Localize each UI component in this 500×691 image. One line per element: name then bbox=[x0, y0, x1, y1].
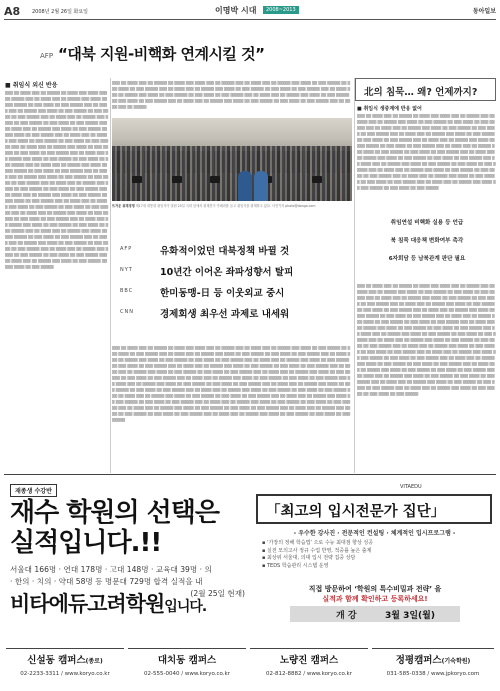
ad-call-to-action bbox=[262, 584, 488, 604]
ad-opening-date-box bbox=[290, 606, 460, 622]
wire-headline: 10년간 이어온 좌파성향서 탈피 bbox=[160, 267, 294, 278]
masthead-rule bbox=[4, 19, 496, 20]
campus-phone: 02-812-8882 / www.koryo.co.kr bbox=[266, 671, 352, 677]
page-number: A8 bbox=[4, 5, 21, 18]
advertisement bbox=[0, 478, 500, 691]
ad-divider bbox=[4, 474, 496, 475]
vitaedu-logo: VITAEDU bbox=[400, 484, 422, 490]
ad-opening-date: 3월 3일(월) bbox=[385, 611, 435, 621]
campus-info bbox=[128, 648, 246, 688]
wire-agency: BBC bbox=[120, 288, 134, 294]
campus-phone: 031-585-0338 / www.jpkoryo.com bbox=[386, 671, 480, 677]
campus-phone: 02-2233-3311 / www.koryo.co.kr bbox=[20, 671, 110, 677]
news-photo bbox=[112, 118, 352, 201]
campus-info bbox=[6, 648, 124, 688]
side-article-subheads bbox=[358, 218, 496, 278]
ad-results-date: (2월 25일 현재) bbox=[190, 589, 245, 598]
headline-source: AFP bbox=[40, 52, 54, 60]
wire-agency: AFP bbox=[120, 246, 133, 252]
wire-row bbox=[112, 240, 352, 260]
ad-brand-name: 비타에듀고려학원 bbox=[10, 592, 165, 616]
main-headline: “대북 지원-비핵화 연계시킬 것” bbox=[58, 45, 265, 63]
masthead bbox=[0, 0, 500, 22]
article-column-2-top: ▒▒▒ ▒▒ ▒▒▒▒ ▒▒▒ ▒▒ ▒▒▒▒▒ ▒▒ ▒▒▒▒ ▒▒▒ ▒▒▒▒ ▒▒▒ ▒▒ ▒▒▒▒▒ ▒▒▒ ▒▒ ▒▒▒▒ ▒▒▒ ▒▒ ▒▒▒▒▒ ▒▒▒ ▒▒▒▒ ▒▒ ▒▒▒ ▒▒▒▒▒ ▒▒ ▒▒▒ ▒▒▒▒ ▒▒ ▒▒▒ ▒▒▒▒▒ ▒▒▒ ▒▒ ▒▒▒▒ ▒▒▒ ▒▒ ▒▒▒▒▒ ▒▒▒ ▒▒▒▒ ▒▒ ▒▒▒ ▒▒▒▒▒ ▒▒ ▒▒▒ ▒▒▒▒ ▒▒ ▒▒▒ ▒▒▒▒▒ ▒▒▒ ▒▒ ▒▒▒▒ ▒▒▒ ▒▒ ▒▒▒▒▒ ▒▒▒ ▒▒▒▒ ▒▒ ▒▒▒ ▒▒▒▒▒ ▒▒ ▒▒▒ ▒▒▒▒ ▒▒ ▒▒▒ ▒▒▒▒▒ ▒▒▒ ▒▒ ▒▒▒▒ ▒▒▒ ▒▒ ▒▒▒▒▒ ▒▒▒ ▒▒▒▒ ▒▒ ▒▒▒ ▒▒▒▒▒ ▒▒ ▒▒▒ ▒▒▒▒ ▒▒ ▒▒▒ ▒▒▒▒▒ ▒▒▒ ▒▒ ▒▒▒▒ ▒▒▒ ▒▒ ▒▒▒▒▒ ▒▒▒ ▒▒▒▒ ▒▒ ▒▒▒ ▒▒▒▒▒ ▒▒ ▒▒▒ ▒▒▒▒ ▒▒ ▒▒▒ ▒▒▒▒▒ ▒▒▒ ▒▒ ▒▒▒▒ ▒▒▒ ▒▒ ▒▒▒▒▒ bbox=[112, 81, 351, 109]
ad-bullet: ▪ TEDS 학습관리 시스템 운영 bbox=[262, 562, 329, 569]
campus-name: 정평캠퍼스(기숙학원) bbox=[395, 655, 471, 666]
article-column-2-bottom: ▒▒▒ ▒▒ ▒▒▒▒ ▒▒▒ ▒▒ ▒▒▒▒▒ ▒▒ ▒▒▒▒ ▒▒▒ ▒▒▒▒ ▒▒▒ ▒▒ ▒▒▒▒▒ ▒▒▒ ▒▒ ▒▒▒▒ ▒▒▒ ▒▒ ▒▒▒▒▒ ▒▒▒ ▒▒▒▒ ▒▒ ▒▒▒ ▒▒▒▒▒ ▒▒ ▒▒▒ ▒▒▒▒ ▒▒ ▒▒▒ ▒▒▒▒▒ ▒▒▒ ▒▒ ▒▒▒▒ ▒▒▒ ▒▒ ▒▒▒▒▒ ▒▒▒ ▒▒▒▒ ▒▒ ▒▒▒ ▒▒▒▒▒ ▒▒ ▒▒▒ ▒▒▒▒ ▒▒ ▒▒▒ ▒▒▒▒▒ ▒▒▒ ▒▒ ▒▒▒▒ ▒▒▒ ▒▒ ▒▒▒▒▒ ▒▒▒ ▒▒▒▒ ▒▒ ▒▒▒ ▒▒▒▒▒ ▒▒ ▒▒▒ ▒▒▒▒ ▒▒ ▒▒▒ ▒▒▒▒▒ ▒▒▒ ▒▒ ▒▒▒▒ ▒▒▒ ▒▒ ▒▒▒▒▒ ▒▒▒ ▒▒▒▒ ▒▒ ▒▒▒ ▒▒▒▒▒ ▒▒ ▒▒▒ ▒▒▒▒ ▒▒ ▒▒▒ ▒▒▒▒▒ ▒▒▒ ▒▒ ▒▒▒▒ ▒▒▒ ▒▒ ▒▒▒▒▒ ▒▒▒ ▒▒▒▒ ▒▒ ▒▒▒ ▒▒▒▒▒ ▒▒ ▒▒▒ ▒▒▒▒ ▒▒ ▒▒▒ ▒▒▒▒▒ ▒▒▒ ▒▒ ▒▒▒▒ ▒▒▒ ▒▒ ▒▒▒▒▒ ▒▒▒ ▒▒▒▒ ▒▒ ▒▒▒ ▒▒▒▒▒ ▒▒ ▒▒▒ ▒▒▒▒ ▒▒ ▒▒▒ ▒▒▒▒▒ ▒▒▒ ▒▒ ▒▒▒▒ ▒▒▒ ▒▒ ▒▒▒▒▒ ▒▒▒ ▒▒▒▒ ▒▒ ▒▒▒ ▒▒▒▒▒ ▒▒ ▒▒▒ ▒▒▒▒ ▒▒ ▒▒▒ ▒▒▒▒▒ ▒▒▒ ▒▒ ▒▒▒▒ ▒▒▒ ▒▒ ▒▒▒▒▒ ▒▒▒ ▒▒▒▒ ▒▒ ▒▒▒ ▒▒▒▒▒ ▒▒ ▒▒▒ ▒▒▒▒ ▒▒ ▒▒▒ ▒▒▒▒▒ ▒▒▒ ▒▒ ▒▒▒▒ ▒▒▒ ▒▒ ▒▒▒▒▒ ▒▒▒ ▒▒▒▒ ▒▒ ▒▒▒ ▒▒▒▒▒ ▒▒ ▒▒▒ ▒▒▒▒ ▒▒ ▒▒▒ ▒▒▒▒▒ ▒▒▒ ▒▒ ▒▒▒▒ ▒▒▒ ▒▒ ▒▒▒▒▒ ▒▒▒ ▒▒▒▒ ▒▒ ▒▒▒ ▒▒▒▒▒ ▒▒ ▒▒▒ ▒▒▒▒ ▒▒ ▒▒▒ ▒▒▒▒▒ ▒▒▒ ▒▒ ▒▒▒▒ ▒▒▒ ▒▒ ▒▒▒▒▒ ▒▒▒ ▒▒▒▒ ▒▒ ▒▒▒ ▒▒▒▒▒ ▒▒ ▒▒▒ ▒▒▒▒ ▒▒ ▒▒▒ ▒▒▒▒▒ ▒▒▒ ▒▒ ▒▒▒▒ ▒▒▒ ▒▒ ▒▒▒▒▒ ▒▒▒ ▒▒▒▒ ▒▒ ▒▒▒ ▒▒▒▒▒ ▒▒ ▒▒▒ ▒▒▒▒ ▒▒ ▒▒▒ ▒▒▒▒▒ ▒▒▒ ▒▒ ▒▒▒▒ ▒▒▒ ▒▒ ▒▒▒▒▒ ▒▒▒ ▒▒▒▒ ▒▒ ▒▒▒ ▒▒▒▒▒ ▒▒ ▒▒▒ ▒▒▒▒ ▒▒ ▒▒▒ ▒▒▒▒▒ ▒▒▒ ▒▒ ▒▒▒▒ ▒▒▒ ▒▒ ▒▒▒▒▒ ▒▒▒ ▒▒▒▒ ▒▒ ▒▒▒ ▒▒▒▒▒ ▒▒ ▒▒▒ ▒▒▒▒ ▒▒ ▒▒▒ ▒▒▒▒▒ ▒▒▒ ▒▒ ▒▒▒▒ ▒▒▒ ▒▒ ▒▒▒▒▒ ▒▒▒ ▒▒▒▒ ▒▒ ▒▒▒ ▒▒▒▒▒ ▒▒ ▒▒▒ ▒▒▒▒ ▒▒ ▒▒▒ ▒▒▒▒▒ ▒▒▒ ▒▒ ▒▒▒▒ ▒▒▒ ▒▒ ▒▒▒▒▒ ▒▒▒ ▒▒▒▒ ▒▒ ▒▒▒ ▒▒▒▒▒ ▒▒ ▒▒▒ ▒▒▒▒ ▒▒ ▒▒▒ ▒▒▒▒▒ ▒▒▒ ▒▒ ▒▒▒▒ ▒▒▒ ▒▒ ▒▒▒▒▒ ▒▒▒ ▒▒▒▒ ▒▒ ▒▒▒ ▒▒▒▒▒ ▒▒ ▒▒▒ ▒▒▒▒ ▒▒ ▒▒▒ ▒▒▒▒▒ bbox=[112, 346, 351, 422]
caption-text: 제17대 대통령 취임식이 열린 25일 국회 앞에서 취재진이 카메라를 들고 취임식을 취재하고 있다. bbox=[135, 204, 271, 208]
wire-row bbox=[112, 261, 352, 281]
campus-name: 대치동 캠퍼스 bbox=[157, 655, 217, 666]
campus-info bbox=[372, 648, 494, 688]
wire-headline: 경제회생 최우선 과제로 내세워 bbox=[160, 309, 290, 320]
side-subhead: 취임연설 비핵화 실용 등 언급 bbox=[390, 220, 464, 226]
ad-opening-label: 개 강 bbox=[336, 611, 357, 621]
article-section-label: ■ 취임식 외신 반응 bbox=[5, 82, 58, 89]
wire-row bbox=[112, 282, 352, 302]
ad-bullet: ▪ ‘가장의 정해 학습법’ 으로 수능 최대점 향상 성공 bbox=[262, 540, 374, 546]
wire-row bbox=[112, 303, 352, 323]
column-divider bbox=[110, 78, 111, 473]
wire-headline: 유화적이었던 대북정책 바뀔 것 bbox=[160, 246, 290, 257]
section-title: 이명박 시대 bbox=[215, 6, 257, 15]
photo-caption bbox=[112, 204, 352, 208]
side-subhead: 북 침묵 대응책 변화여부 촉각 bbox=[390, 238, 464, 244]
campus-name: 노량진 캠퍼스 bbox=[279, 655, 339, 666]
wire-agency: CNN bbox=[120, 309, 134, 315]
ad-brand bbox=[10, 588, 206, 618]
issue-date: 2008년 2월 26일 화요일 bbox=[32, 9, 89, 15]
ad-results-line: 서울대 166명 · 연대 178명 · 고대 148명 · 교육대 39명 · 의 bbox=[10, 565, 212, 574]
wire-summary-box bbox=[112, 240, 352, 343]
ad-bullet: ▪ 최상위 서울대, 의대 입시 전략 집중 상담 bbox=[262, 555, 356, 561]
side-subhead: 6자회담 등 남북관계 판단 필요 bbox=[388, 256, 466, 262]
ad-course-tag: 재종생 수강반 bbox=[10, 484, 57, 497]
wire-agency: NYT bbox=[120, 267, 133, 273]
ad-bullet-list bbox=[262, 540, 373, 570]
ad-right-title-box bbox=[256, 494, 492, 524]
side-article-column-top: ▒▒▒ ▒▒ ▒▒▒▒ ▒▒▒ ▒▒ ▒▒▒▒▒ ▒▒ ▒▒▒▒ ▒▒▒ ▒▒▒▒ ▒▒▒ ▒▒ ▒▒▒▒▒ ▒▒▒ ▒▒ ▒▒▒▒ ▒▒▒ ▒▒ ▒▒▒▒▒ ▒▒▒ ▒▒▒▒ ▒▒ ▒▒▒ ▒▒▒▒▒ ▒▒ ▒▒▒ ▒▒▒▒ ▒▒ ▒▒▒ ▒▒▒▒▒ ▒▒▒ ▒▒ ▒▒▒▒ ▒▒▒ ▒▒ ▒▒▒▒▒ ▒▒▒ ▒▒▒▒ ▒▒ ▒▒▒ ▒▒▒▒▒ ▒▒ ▒▒▒ ▒▒▒▒ ▒▒ ▒▒▒ ▒▒▒▒▒ ▒▒▒ ▒▒ ▒▒▒▒ ▒▒▒ ▒▒ ▒▒▒▒▒ ▒▒▒ ▒▒▒▒ ▒▒ ▒▒▒ ▒▒▒▒▒ ▒▒ ▒▒▒ ▒▒▒▒ ▒▒ ▒▒▒ ▒▒▒▒▒ ▒▒▒ ▒▒ ▒▒▒▒ ▒▒▒ ▒▒ ▒▒▒▒▒ ▒▒▒ ▒▒▒▒ ▒▒ ▒▒▒ ▒▒▒▒▒ ▒▒ ▒▒▒ ▒▒▒▒ ▒▒ ▒▒▒ ▒▒▒▒▒ ▒▒▒ ▒▒ ▒▒▒▒ ▒▒▒ ▒▒ ▒▒▒▒▒ ▒▒▒ ▒▒▒▒ ▒▒ ▒▒▒ ▒▒▒▒▒ ▒▒ ▒▒▒ ▒▒▒▒ ▒▒ ▒▒▒ ▒▒▒▒▒ ▒▒▒ ▒▒ ▒▒▒▒ ▒▒▒ ▒▒ ▒▒▒▒▒ ▒▒▒ ▒▒▒▒ ▒▒ ▒▒▒ ▒▒▒▒▒ ▒▒ ▒▒▒ ▒▒▒▒ ▒▒ ▒▒▒ ▒▒▒▒▒ ▒▒▒ ▒▒ ▒▒▒▒ ▒▒▒ ▒▒ ▒▒▒▒▒ ▒▒▒ ▒▒▒▒ ▒▒ ▒▒▒ ▒▒▒▒▒ ▒▒ ▒▒▒ ▒▒▒▒ ▒▒ ▒▒▒ ▒▒▒▒▒ ▒▒▒ ▒▒ ▒▒▒▒ ▒▒▒ ▒▒ ▒▒▒▒▒ ▒▒▒ ▒▒▒▒ ▒▒ ▒▒▒ ▒▒▒▒▒ ▒▒ ▒▒▒ ▒▒▒▒ ▒▒ ▒▒▒ ▒▒▒▒▒ ▒▒▒ ▒▒ ▒▒▒▒ ▒▒▒ ▒▒ ▒▒▒▒▒ ▒▒▒ ▒▒▒▒ ▒▒ ▒▒▒ ▒▒▒▒▒ ▒▒ ▒▒▒ ▒▒▒▒ ▒▒ ▒▒▒ ▒▒▒▒▒ ▒▒▒ ▒▒ ▒▒▒▒ ▒▒▒ ▒▒ ▒▒▒▒▒ ▒▒▒ ▒▒▒▒ ▒▒ ▒▒▒ ▒▒▒▒▒ ▒▒ ▒▒▒ ▒▒▒▒ ▒▒ ▒▒▒ ▒▒▒▒▒ bbox=[357, 114, 496, 190]
ad-cta-line: 직접 방문하여 ‘학원의 특수비밀과 전략’ 을 bbox=[308, 585, 442, 593]
caption-label: 뜨거운 취재경쟁 bbox=[112, 204, 135, 208]
photo-credit: 사진기자 photo@donga.com bbox=[271, 204, 316, 208]
publisher-name: 동아일보 bbox=[472, 8, 496, 15]
side-article-title-box bbox=[355, 78, 496, 101]
ad-bullet: ▪ 실전 모의고사 정규 수업 반영, 적중률 높은 출제 bbox=[262, 547, 372, 554]
article-column-1: ▒▒▒ ▒▒ ▒▒▒▒ ▒▒▒ ▒▒ ▒▒▒▒▒ ▒▒ ▒▒▒▒ ▒▒▒ ▒▒▒▒ ▒▒▒ ▒▒ ▒▒▒▒▒ ▒▒▒ ▒▒ ▒▒▒▒ ▒▒▒ ▒▒ ▒▒▒▒▒ ▒▒▒ ▒▒▒▒ ▒▒ ▒▒▒ ▒▒▒▒▒ ▒▒ ▒▒▒ ▒▒▒▒ ▒▒ ▒▒▒ ▒▒▒▒▒ ▒▒▒ ▒▒ ▒▒▒▒ ▒▒▒ ▒▒ ▒▒▒▒▒ ▒▒▒ ▒▒▒▒ ▒▒ ▒▒▒ ▒▒▒▒▒ ▒▒ ▒▒▒ ▒▒▒▒ ▒▒ ▒▒▒ ▒▒▒▒▒ ▒▒▒ ▒▒ ▒▒▒▒ ▒▒▒ ▒▒ ▒▒▒▒▒ ▒▒▒ ▒▒▒▒ ▒▒ ▒▒▒ ▒▒▒▒▒ ▒▒ ▒▒▒ ▒▒▒▒ ▒▒ ▒▒▒ ▒▒▒▒▒ ▒▒▒ ▒▒ ▒▒▒▒ ▒▒▒ ▒▒ ▒▒▒▒▒ ▒▒▒ ▒▒▒▒ ▒▒ ▒▒▒ ▒▒▒▒▒ ▒▒ ▒▒▒ ▒▒▒▒ ▒▒ ▒▒▒ ▒▒▒▒▒ ▒▒▒ ▒▒ ▒▒▒▒ ▒▒▒ ▒▒ ▒▒▒▒▒ ▒▒▒ ▒▒▒▒ ▒▒ ▒▒▒ ▒▒▒▒▒ ▒▒ ▒▒▒ ▒▒▒▒ ▒▒ ▒▒▒ ▒▒▒▒▒ ▒▒▒ ▒▒ ▒▒▒▒ ▒▒▒ ▒▒ ▒▒▒▒▒ ▒▒▒ ▒▒▒▒ ▒▒ ▒▒▒ ▒▒▒▒▒ ▒▒ ▒▒▒ ▒▒▒▒ ▒▒ ▒▒▒ ▒▒▒▒▒ ▒▒▒ ▒▒ ▒▒▒▒ ▒▒▒ ▒▒ ▒▒▒▒▒ ▒▒▒ ▒▒▒▒ ▒▒ ▒▒▒ ▒▒▒▒▒ ▒▒ ▒▒▒ ▒▒▒▒ ▒▒ ▒▒▒ ▒▒▒▒▒ ▒▒▒ ▒▒ ▒▒▒▒ ▒▒▒ ▒▒ ▒▒▒▒▒ ▒▒▒ ▒▒▒▒ ▒▒ ▒▒▒ ▒▒▒▒▒ ▒▒ ▒▒▒ ▒▒▒▒ ▒▒ ▒▒▒ ▒▒▒▒▒ ▒▒▒ ▒▒ ▒▒▒▒ ▒▒▒ ▒▒ ▒▒▒▒▒ ▒▒▒ ▒▒▒▒ ▒▒ ▒▒▒ ▒▒▒▒▒ ▒▒ ▒▒▒ ▒▒▒▒ ▒▒ ▒▒▒ ▒▒▒▒▒ ▒▒▒ ▒▒ ▒▒▒▒ ▒▒▒ ▒▒ ▒▒▒▒▒ ▒▒▒ ▒▒▒▒ ▒▒ ▒▒▒ ▒▒▒▒▒ ▒▒ ▒▒▒ ▒▒▒▒ ▒▒ ▒▒▒ ▒▒▒▒▒ ▒▒▒ ▒▒ ▒▒▒▒ ▒▒▒ ▒▒ ▒▒▒▒▒ ▒▒▒ ▒▒▒▒ ▒▒ ▒▒▒ ▒▒▒▒▒ ▒▒ ▒▒▒ ▒▒▒▒ ▒▒ ▒▒▒ ▒▒▒▒▒ ▒▒▒ ▒▒ ▒▒▒▒ ▒▒▒ ▒▒ ▒▒▒▒▒ ▒▒▒ ▒▒▒▒ ▒▒ ▒▒▒ ▒▒▒▒▒ ▒▒ ▒▒▒ ▒▒▒▒ ▒▒ ▒▒▒ ▒▒▒▒▒ ▒▒▒ ▒▒ ▒▒▒▒ ▒▒▒ ▒▒ ▒▒▒▒▒ ▒▒▒ ▒▒▒▒ ▒▒ ▒▒▒ ▒▒▒▒▒ ▒▒ ▒▒▒ ▒▒▒▒ ▒▒ ▒▒▒ ▒▒▒▒▒ ▒▒▒ ▒▒ ▒▒▒▒ ▒▒▒ ▒▒ ▒▒▒▒▒ ▒▒▒ ▒▒▒▒ ▒▒ ▒▒▒ ▒▒▒▒▒ ▒▒ ▒▒▒ ▒▒▒▒ ▒▒ ▒▒▒ ▒▒▒▒▒ ▒▒▒ ▒▒ ▒▒▒▒ ▒▒▒ ▒▒ ▒▒▒▒▒ ▒▒▒ ▒▒▒▒ ▒▒ ▒▒▒ ▒▒▒▒▒ ▒▒ ▒▒▒ ▒▒▒▒ ▒▒ ▒▒▒ ▒▒▒▒▒ ▒▒▒ ▒▒ ▒▒▒▒ ▒▒▒ ▒▒ ▒▒▒▒▒ ▒▒▒ ▒▒▒▒ ▒▒ ▒▒▒ ▒▒▒▒▒ ▒▒ ▒▒▒ ▒▒▒▒ ▒▒ ▒▒▒ ▒▒▒▒▒ ▒▒▒ ▒▒ ▒▒▒▒ ▒▒▒ ▒▒ ▒▒▒▒▒ ▒▒▒ ▒▒▒▒ ▒▒ ▒▒▒ ▒▒▒▒▒ ▒▒ ▒▒▒ ▒▒▒▒ ▒▒ ▒▒▒ ▒▒▒▒▒ ▒▒▒ ▒▒ ▒▒▒▒ ▒▒▒ ▒▒ ▒▒▒▒▒ ▒▒▒ ▒▒▒▒ ▒▒ ▒▒▒ ▒▒▒▒▒ ▒▒ ▒▒▒ ▒▒▒▒ ▒▒ ▒▒▒ ▒▒▒▒▒ bbox=[5, 91, 109, 269]
ad-right-subtitle: - 우수한 강사진 · 전문적인 컨설팅 · 체계적인 입시프로그램 - bbox=[293, 530, 456, 537]
ad-title-line: 재수 학원의 선택은 bbox=[10, 498, 220, 528]
side-article-column-bottom: ▒▒▒ ▒▒ ▒▒▒▒ ▒▒▒ ▒▒ ▒▒▒▒▒ ▒▒ ▒▒▒▒ ▒▒▒ ▒▒▒▒ ▒▒▒ ▒▒ ▒▒▒▒▒ ▒▒▒ ▒▒ ▒▒▒▒ ▒▒▒ ▒▒ ▒▒▒▒▒ ▒▒▒ ▒▒▒▒ ▒▒ ▒▒▒ ▒▒▒▒▒ ▒▒ ▒▒▒ ▒▒▒▒ ▒▒ ▒▒▒ ▒▒▒▒▒ ▒▒▒ ▒▒ ▒▒▒▒ ▒▒▒ ▒▒ ▒▒▒▒▒ ▒▒▒ ▒▒▒▒ ▒▒ ▒▒▒ ▒▒▒▒▒ ▒▒ ▒▒▒ ▒▒▒▒ ▒▒ ▒▒▒ ▒▒▒▒▒ ▒▒▒ ▒▒ ▒▒▒▒ ▒▒▒ ▒▒ ▒▒▒▒▒ ▒▒▒ ▒▒▒▒ ▒▒ ▒▒▒ ▒▒▒▒▒ ▒▒ ▒▒▒ ▒▒▒▒ ▒▒ ▒▒▒ ▒▒▒▒▒ ▒▒▒ ▒▒ ▒▒▒▒ ▒▒▒ ▒▒ ▒▒▒▒▒ ▒▒▒ ▒▒▒▒ ▒▒ ▒▒▒ ▒▒▒▒▒ ▒▒ ▒▒▒ ▒▒▒▒ ▒▒ ▒▒▒ ▒▒▒▒▒ ▒▒▒ ▒▒ ▒▒▒▒ ▒▒▒ ▒▒ ▒▒▒▒▒ ▒▒▒ ▒▒▒▒ ▒▒ ▒▒▒ ▒▒▒▒▒ ▒▒ ▒▒▒ ▒▒▒▒ ▒▒ ▒▒▒ ▒▒▒▒▒ ▒▒▒ ▒▒ ▒▒▒▒ ▒▒▒ ▒▒ ▒▒▒▒▒ ▒▒▒ ▒▒▒▒ ▒▒ ▒▒▒ ▒▒▒▒▒ ▒▒ ▒▒▒ ▒▒▒▒ ▒▒ ▒▒▒ ▒▒▒▒▒ ▒▒▒ ▒▒ ▒▒▒▒ ▒▒▒ ▒▒ ▒▒▒▒▒ ▒▒▒ ▒▒▒▒ ▒▒ ▒▒▒ ▒▒▒▒▒ ▒▒ ▒▒▒ ▒▒▒▒ ▒▒ ▒▒▒ ▒▒▒▒▒ ▒▒▒ ▒▒ ▒▒▒▒ ▒▒▒ ▒▒ ▒▒▒▒▒ ▒▒▒ ▒▒▒▒ ▒▒ ▒▒▒ ▒▒▒▒▒ ▒▒ ▒▒▒ ▒▒▒▒ ▒▒ ▒▒▒ ▒▒▒▒▒ ▒▒▒ ▒▒ ▒▒▒▒ ▒▒▒ ▒▒ ▒▒▒▒▒ ▒▒▒ ▒▒▒▒ ▒▒ ▒▒▒ ▒▒▒▒▒ ▒▒ ▒▒▒ ▒▒▒▒ ▒▒ ▒▒▒ ▒▒▒▒▒ ▒▒▒ ▒▒ ▒▒▒▒ ▒▒▒ ▒▒ ▒▒▒▒▒ ▒▒▒ ▒▒▒▒ ▒▒ ▒▒▒ ▒▒▒▒▒ ▒▒ ▒▒▒ ▒▒▒▒ ▒▒ ▒▒▒ ▒▒▒▒▒ ▒▒▒ ▒▒ ▒▒▒▒ ▒▒▒ ▒▒ ▒▒▒▒▒ ▒▒▒ ▒▒▒▒ ▒▒ ▒▒▒ ▒▒▒▒▒ ▒▒ ▒▒▒ ▒▒▒▒ ▒▒ ▒▒▒ ▒▒▒▒▒ ▒▒▒ ▒▒ ▒▒▒▒ ▒▒▒ ▒▒ ▒▒▒▒▒ ▒▒▒ ▒▒▒▒ ▒▒ ▒▒▒ ▒▒▒▒▒ ▒▒ ▒▒▒ ▒▒▒▒ ▒▒ ▒▒▒ ▒▒▒▒▒ ▒▒▒ ▒▒ ▒▒▒▒ ▒▒▒ ▒▒ ▒▒▒▒▒ ▒▒▒ ▒▒▒▒ ▒▒ ▒▒▒ ▒▒▒▒▒ ▒▒ ▒▒▒ ▒▒▒▒ ▒▒ ▒▒▒ ▒▒▒▒▒ ▒▒▒ ▒▒ ▒▒▒▒ ▒▒▒ ▒▒ ▒▒▒▒▒ ▒▒▒ ▒▒▒▒ ▒▒ ▒▒▒ ▒▒▒▒▒ ▒▒ ▒▒▒ ▒▒▒▒ ▒▒ ▒▒▒ ▒▒▒▒▒ ▒▒▒ ▒▒ ▒▒▒▒ ▒▒▒ ▒▒ ▒▒▒▒▒ ▒▒▒ ▒▒▒▒ ▒▒ ▒▒▒ ▒▒▒▒▒ ▒▒ ▒▒▒ ▒▒▒▒ ▒▒ ▒▒▒ ▒▒▒▒▒ bbox=[357, 284, 496, 396]
campus-name: 신설동 캠퍼스(종로) bbox=[27, 655, 103, 666]
side-article-title: 北의 침묵… 왜? 언제까지? bbox=[364, 87, 478, 98]
wire-headline: 한미동맹-日 등 이웃외교 중시 bbox=[160, 288, 285, 299]
column-divider bbox=[354, 78, 355, 473]
ad-title-line: 실적입니다.!! bbox=[10, 528, 162, 558]
campus-phone: 02-555-0040 / www.koryo.co.kr bbox=[144, 671, 230, 677]
ad-results-line: · 한의 · 치의 · 약대 58명 등 명문대 729명 합격 실적을 내 bbox=[10, 577, 203, 586]
ad-main-title bbox=[10, 498, 219, 558]
ad-right-title: 「최고의 입시전문가 집단」 bbox=[266, 504, 446, 520]
ad-cta-line: 실적과 함께 확인하고 등록하세요! bbox=[322, 595, 428, 603]
side-article-section-label: ■ 취임식 생중계에 반응 없어 bbox=[357, 106, 422, 112]
ad-brand-suffix: 입니다. bbox=[164, 599, 207, 615]
campus-info bbox=[250, 648, 368, 688]
section-tag: 2008~2013 bbox=[263, 6, 299, 14]
